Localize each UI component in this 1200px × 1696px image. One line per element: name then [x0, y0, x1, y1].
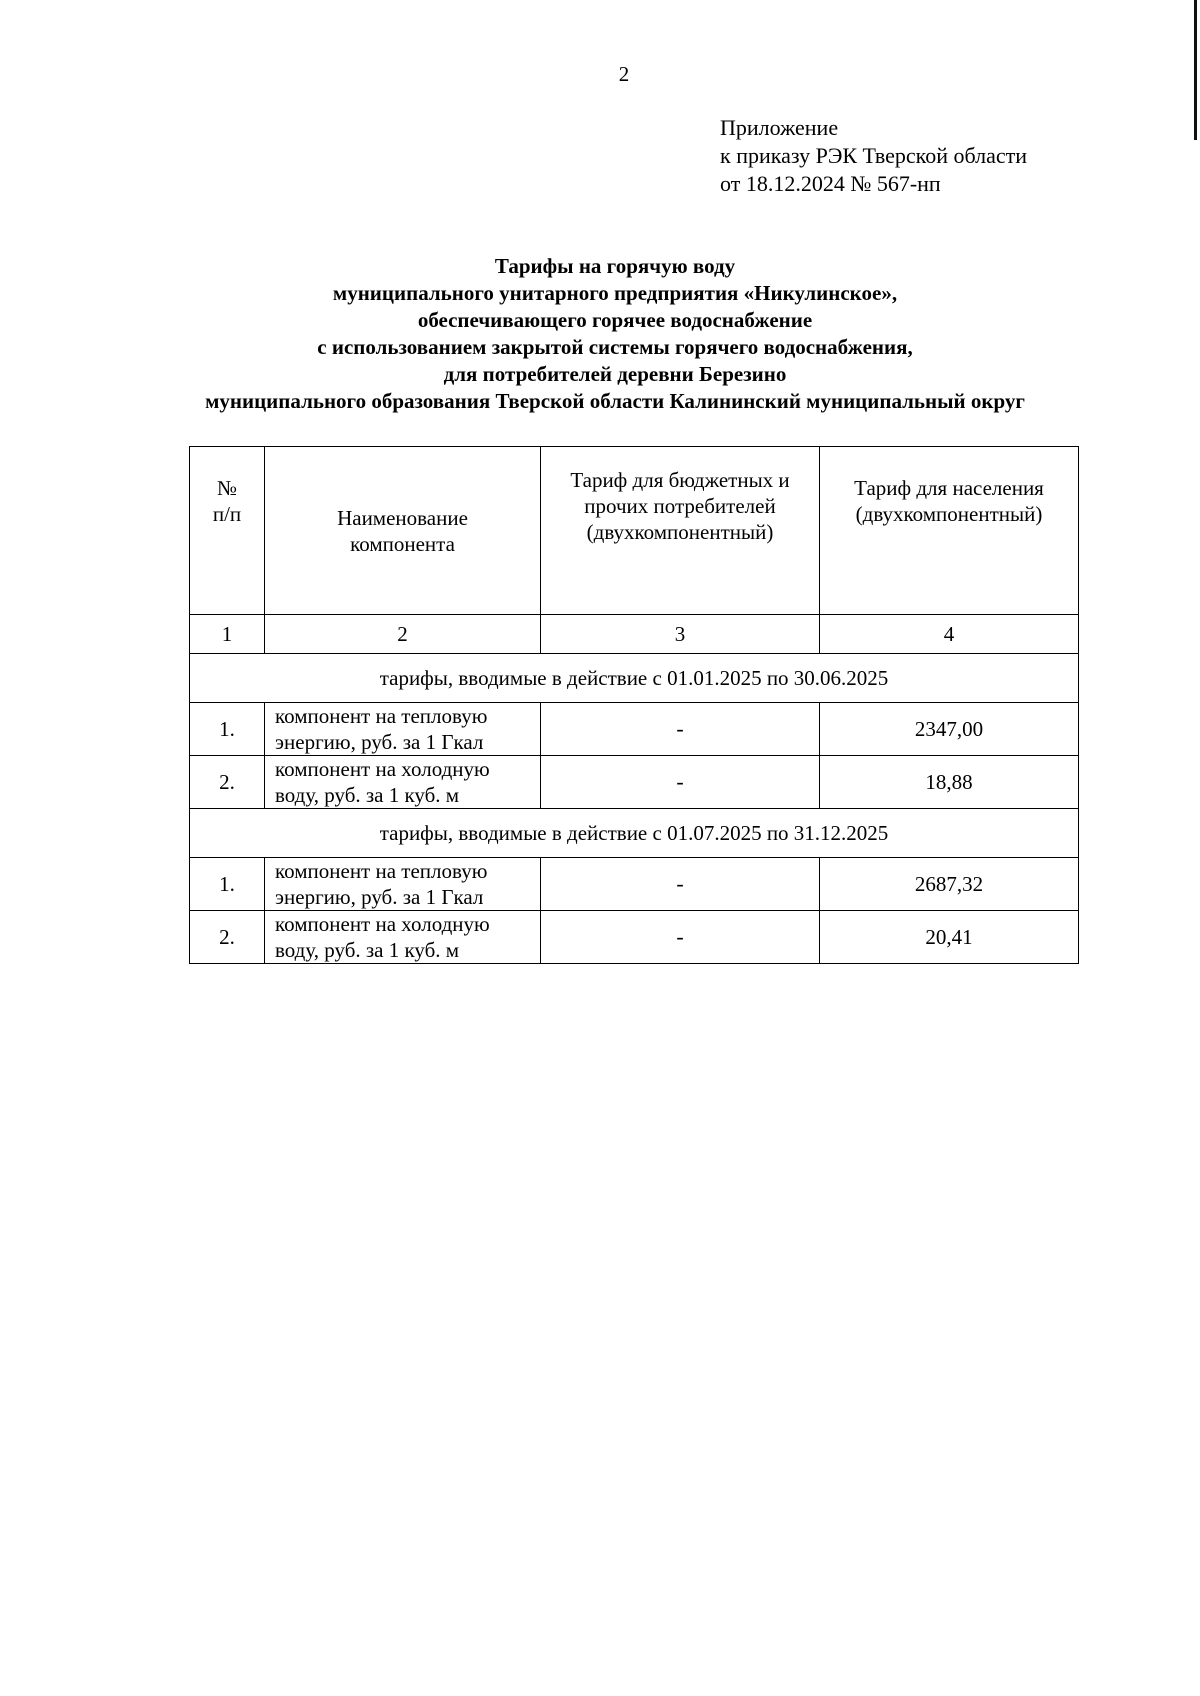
- row-component-name: компонент на холодную воду, руб. за 1 куб. м: [265, 911, 541, 964]
- period-label: тарифы, вводимые в действие с 01.01.2025 по 30.06.2025: [190, 654, 1079, 703]
- period-row: [190, 809, 1079, 858]
- document-title: [140, 253, 1090, 415]
- period-label: тарифы, вводимые в действие с 01.07.2025 по 31.12.2025: [190, 809, 1079, 858]
- row-number: 1.: [190, 858, 265, 911]
- column-number: 3: [541, 615, 820, 654]
- header-population-tariff: Тариф для населения (двухкомпонентный): [820, 447, 1079, 615]
- row-number: 1.: [190, 703, 265, 756]
- appendix-line: Приложение: [720, 115, 839, 140]
- row-budget-value: -: [541, 858, 820, 911]
- title-line: муниципального образования Тверской области Калининский муниципальный округ: [205, 389, 1025, 413]
- row-population-value: 2687,32: [820, 858, 1079, 911]
- tariffs-table: [189, 446, 1079, 964]
- row-population-value: 18,88: [820, 756, 1079, 809]
- row-population-value: 20,41: [820, 911, 1079, 964]
- appendix-line: к приказу РЭК Тверской области: [720, 143, 1028, 168]
- table-header-row: [190, 447, 1079, 615]
- appendix-block: [720, 114, 1027, 198]
- row-budget-value: -: [541, 703, 820, 756]
- table-row: [190, 756, 1079, 809]
- row-component-name: компонент на тепловую энергию, руб. за 1 Гкал: [265, 703, 541, 756]
- row-budget-value: -: [541, 756, 820, 809]
- header-budget-tariff: Тариф для бюджетных и прочих потребителей (двухкомпонентный): [541, 447, 820, 615]
- title-line: Тарифы на горячую воду: [494, 254, 736, 278]
- column-numbers-row: [190, 615, 1079, 654]
- table-row: [190, 858, 1079, 911]
- appendix-line: от 18.12.2024 № 567-нп: [720, 171, 941, 196]
- header-component-name: Наименование компонента: [265, 447, 541, 615]
- column-number: 2: [265, 615, 541, 654]
- header-number: № п/п: [190, 447, 265, 615]
- table-row: [190, 911, 1079, 964]
- title-line: обеспечивающего горячее водоснабжение: [417, 308, 813, 332]
- row-number: 2.: [190, 756, 265, 809]
- row-component-name: компонент на холодную воду, руб. за 1 куб. м: [265, 756, 541, 809]
- column-number: 1: [190, 615, 265, 654]
- title-line: с использованием закрытой системы горячего водоснабжения,: [317, 335, 913, 359]
- period-row: [190, 654, 1079, 703]
- table-row: [190, 703, 1079, 756]
- page-number: 2: [618, 62, 630, 86]
- title-line: для потребителей деревни Березино: [443, 362, 787, 386]
- row-component-name: компонент на тепловую энергию, руб. за 1 Гкал: [265, 858, 541, 911]
- title-line: муниципального унитарного предприятия «Никулинское»,: [332, 281, 898, 305]
- column-number: 4: [820, 615, 1079, 654]
- row-number: 2.: [190, 911, 265, 964]
- row-population-value: 2347,00: [820, 703, 1079, 756]
- row-budget-value: -: [541, 911, 820, 964]
